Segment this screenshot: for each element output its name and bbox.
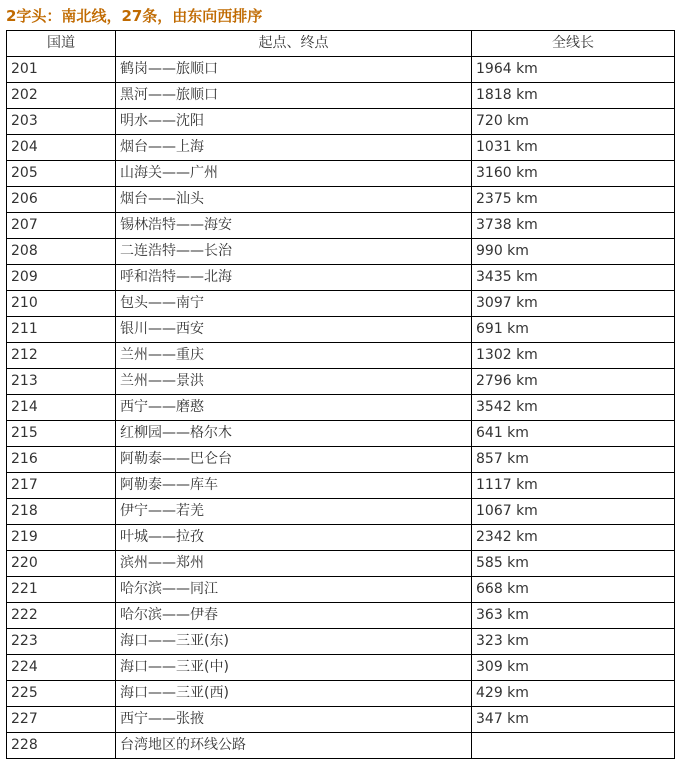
road-code-cell: 208 xyxy=(7,239,116,265)
route-endpoints-cell: 阿勒泰——巴仑台 xyxy=(116,447,472,473)
table-row xyxy=(7,265,675,291)
header-start-end: 起点、终点 xyxy=(116,31,472,57)
road-code-cell: 202 xyxy=(7,83,116,109)
route-length-cell: 668 km xyxy=(472,577,675,603)
route-endpoints-cell: 红柳园——格尔木 xyxy=(116,421,472,447)
route-endpoints-cell: 鹤岗——旅顺口 xyxy=(116,57,472,83)
route-length-cell: 323 km xyxy=(472,629,675,655)
route-endpoints-cell: 哈尔滨——伊春 xyxy=(116,603,472,629)
road-code-cell: 225 xyxy=(7,681,116,707)
route-length-cell: 990 km xyxy=(472,239,675,265)
route-length-cell: 641 km xyxy=(472,421,675,447)
table-row xyxy=(7,369,675,395)
road-code-cell: 201 xyxy=(7,57,116,83)
route-endpoints-cell: 呼和浩特——北海 xyxy=(116,265,472,291)
route-length-cell: 3435 km xyxy=(472,265,675,291)
table-row xyxy=(7,629,675,655)
route-endpoints-cell: 包头——南宁 xyxy=(116,291,472,317)
road-code-cell: 219 xyxy=(7,525,116,551)
table-row xyxy=(7,83,675,109)
route-length-cell: 2375 km xyxy=(472,187,675,213)
road-code-cell: 215 xyxy=(7,421,116,447)
road-code-cell: 221 xyxy=(7,577,116,603)
road-code-cell: 213 xyxy=(7,369,116,395)
route-endpoints-cell: 阿勒泰——库车 xyxy=(116,473,472,499)
route-length-cell: 720 km xyxy=(472,109,675,135)
table-row xyxy=(7,577,675,603)
table-row xyxy=(7,395,675,421)
table-header-row xyxy=(7,31,675,57)
route-endpoints-cell: 烟台——汕头 xyxy=(116,187,472,213)
route-length-cell: 857 km xyxy=(472,447,675,473)
table-row xyxy=(7,473,675,499)
road-code-cell: 217 xyxy=(7,473,116,499)
road-code-cell: 211 xyxy=(7,317,116,343)
road-code-cell: 205 xyxy=(7,161,116,187)
table-row xyxy=(7,551,675,577)
route-endpoints-cell: 叶城——拉孜 xyxy=(116,525,472,551)
table-row xyxy=(7,603,675,629)
route-endpoints-cell: 西宁——张掖 xyxy=(116,707,472,733)
route-endpoints-cell: 山海关——广州 xyxy=(116,161,472,187)
road-code-cell: 228 xyxy=(7,733,116,759)
route-length-cell: 429 km xyxy=(472,681,675,707)
route-length-cell: 363 km xyxy=(472,603,675,629)
road-code-cell: 216 xyxy=(7,447,116,473)
route-endpoints-cell: 台湾地区的环线公路 xyxy=(116,733,472,759)
table-row xyxy=(7,291,675,317)
route-length-cell: 1818 km xyxy=(472,83,675,109)
route-length-cell: 1031 km xyxy=(472,135,675,161)
road-code-cell: 204 xyxy=(7,135,116,161)
route-length-cell: 691 km xyxy=(472,317,675,343)
route-length-cell: 3542 km xyxy=(472,395,675,421)
route-length-cell: 585 km xyxy=(472,551,675,577)
route-endpoints-cell: 明水——沈阳 xyxy=(116,109,472,135)
table-row xyxy=(7,343,675,369)
route-length-cell: 1964 km xyxy=(472,57,675,83)
header-total-length: 全线长 xyxy=(472,31,675,57)
table-row xyxy=(7,135,675,161)
route-length-cell: 1067 km xyxy=(472,499,675,525)
route-endpoints-cell: 烟台——上海 xyxy=(116,135,472,161)
road-code-cell: 203 xyxy=(7,109,116,135)
route-endpoints-cell: 伊宁——若羌 xyxy=(116,499,472,525)
route-endpoints-cell: 锡林浩特——海安 xyxy=(116,213,472,239)
route-endpoints-cell: 兰州——重庆 xyxy=(116,343,472,369)
road-code-cell: 220 xyxy=(7,551,116,577)
road-code-cell: 224 xyxy=(7,655,116,681)
road-code-cell: 207 xyxy=(7,213,116,239)
route-endpoints-cell: 二连浩特——长治 xyxy=(116,239,472,265)
road-code-cell: 214 xyxy=(7,395,116,421)
table-row xyxy=(7,447,675,473)
table-row xyxy=(7,317,675,343)
route-length-cell: 3097 km xyxy=(472,291,675,317)
route-length-cell: 2796 km xyxy=(472,369,675,395)
route-endpoints-cell: 哈尔滨——同江 xyxy=(116,577,472,603)
route-endpoints-cell: 海口——三亚(西) xyxy=(116,681,472,707)
road-code-cell: 210 xyxy=(7,291,116,317)
table-body xyxy=(7,57,675,759)
table-row xyxy=(7,525,675,551)
road-code-cell: 223 xyxy=(7,629,116,655)
header-road-code: 国道 xyxy=(7,31,116,57)
page-heading: 2字头：南北线，27条，由东向西排序 xyxy=(6,7,263,25)
national-road-table xyxy=(6,30,675,759)
road-code-cell: 222 xyxy=(7,603,116,629)
road-code-cell: 206 xyxy=(7,187,116,213)
route-length-cell: 2342 km xyxy=(472,525,675,551)
table-row xyxy=(7,161,675,187)
route-endpoints-cell: 黑河——旅顺口 xyxy=(116,83,472,109)
table-row xyxy=(7,421,675,447)
table-row xyxy=(7,213,675,239)
route-length-cell xyxy=(472,733,675,759)
road-code-cell: 218 xyxy=(7,499,116,525)
table-row xyxy=(7,239,675,265)
route-endpoints-cell: 海口——三亚(中) xyxy=(116,655,472,681)
route-endpoints-cell: 海口——三亚(东) xyxy=(116,629,472,655)
table-row xyxy=(7,57,675,83)
road-code-cell: 212 xyxy=(7,343,116,369)
route-length-cell: 347 km xyxy=(472,707,675,733)
route-length-cell: 1302 km xyxy=(472,343,675,369)
table-row xyxy=(7,681,675,707)
route-length-cell: 309 km xyxy=(472,655,675,681)
table-row xyxy=(7,733,675,759)
table-row xyxy=(7,707,675,733)
route-endpoints-cell: 西宁——磨憨 xyxy=(116,395,472,421)
route-length-cell: 3160 km xyxy=(472,161,675,187)
route-endpoints-cell: 银川——西安 xyxy=(116,317,472,343)
route-length-cell: 3738 km xyxy=(472,213,675,239)
table-row xyxy=(7,655,675,681)
route-endpoints-cell: 滨州——郑州 xyxy=(116,551,472,577)
table-row xyxy=(7,187,675,213)
route-length-cell: 1117 km xyxy=(472,473,675,499)
table-row xyxy=(7,499,675,525)
road-code-cell: 227 xyxy=(7,707,116,733)
route-endpoints-cell: 兰州——景洪 xyxy=(116,369,472,395)
road-code-cell: 209 xyxy=(7,265,116,291)
table-row xyxy=(7,109,675,135)
